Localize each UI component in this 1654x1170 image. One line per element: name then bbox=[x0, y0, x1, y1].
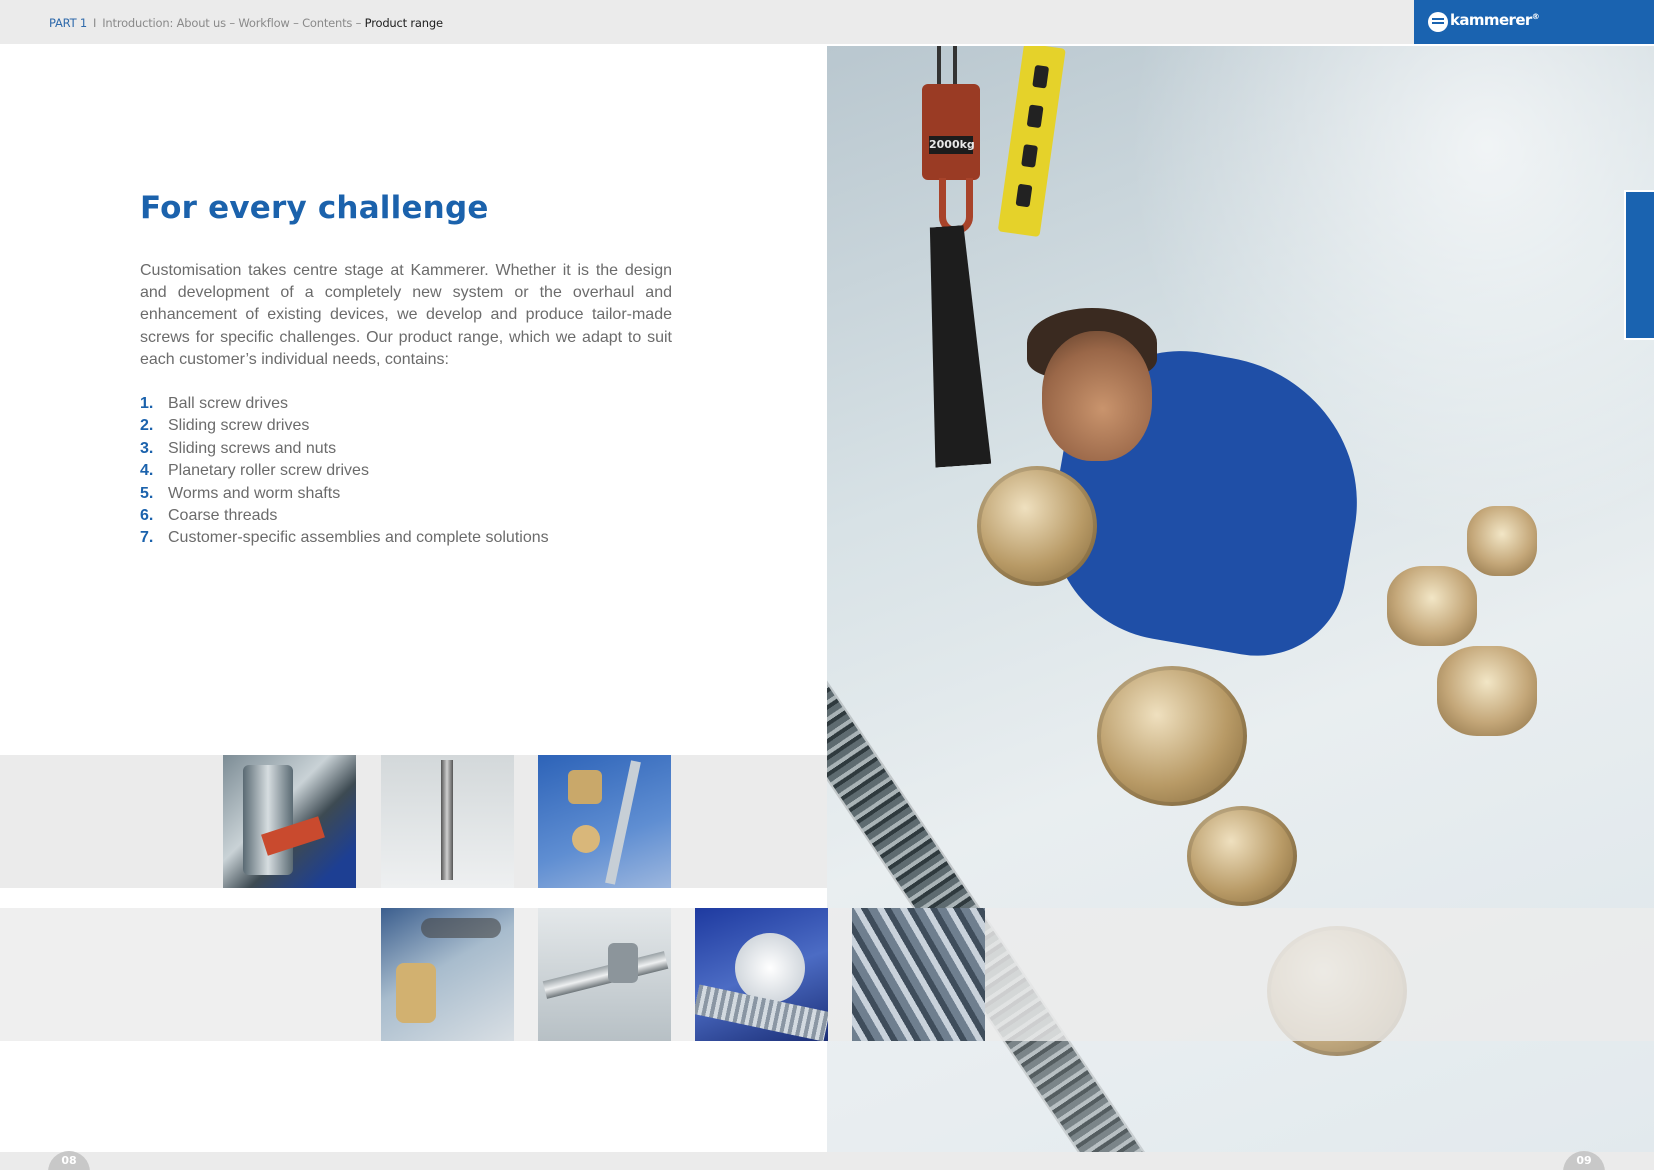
product-list bbox=[140, 393, 549, 550]
list-number: 1. bbox=[140, 395, 154, 412]
thumbnail-planetary-roller-screw-drives[interactable] bbox=[381, 908, 514, 1041]
thumbnail-customer-specific-assemblies[interactable] bbox=[852, 908, 985, 1041]
list-item bbox=[140, 505, 549, 527]
breadcrumb-current: Product range bbox=[364, 16, 443, 30]
crane-scale bbox=[922, 84, 980, 180]
list-number: 4. bbox=[140, 462, 154, 480]
footer-bar bbox=[0, 1152, 1654, 1170]
list-label: Ball screw drives bbox=[168, 395, 289, 412]
list-item bbox=[140, 393, 549, 415]
list-label: Planetary roller screw drives bbox=[168, 462, 369, 480]
scale-display: 2000kg bbox=[929, 136, 973, 154]
screw-nut bbox=[1187, 806, 1297, 906]
page-title: For every challenge bbox=[140, 190, 489, 226]
page-number-left: 08 bbox=[48, 1151, 90, 1170]
thumbnail-worms-and-worm-shafts[interactable] bbox=[538, 908, 671, 1041]
breadcrumb-trail[interactable]: Introduction: About us – Workflow – Contents – bbox=[102, 16, 362, 30]
thumbnail-sliding-screw-drives[interactable] bbox=[381, 755, 514, 888]
list-number: 2. bbox=[140, 417, 154, 435]
list-item bbox=[140, 415, 549, 437]
thumbnail-sliding-screws-and-nuts[interactable] bbox=[538, 755, 671, 888]
list-number: 5. bbox=[140, 484, 154, 502]
list-label: Customer-specific assemblies and complete solutions bbox=[168, 529, 549, 547]
brand-logo[interactable] bbox=[1414, 0, 1654, 44]
list-item bbox=[140, 460, 549, 482]
list-label: Sliding screws and nuts bbox=[168, 439, 337, 457]
chapter-tab[interactable] bbox=[1624, 190, 1654, 340]
screw-nut bbox=[977, 466, 1097, 586]
breadcrumb-separator: I bbox=[93, 16, 97, 30]
crane-chain bbox=[937, 46, 957, 86]
intro-paragraph: Customisation takes centre stage at Kammerer. Whether it is the design and development of a completely new system or the overhaul and enhancement of existing devices, we develop and produce tailor-made screws for specific challenges. Our product range, which we adapt to suit each customer’s individual needs, contains: bbox=[140, 262, 672, 368]
brand-name: kammerer bbox=[1450, 11, 1532, 29]
list-number: 7. bbox=[140, 529, 154, 547]
worker-head bbox=[1042, 331, 1152, 461]
kammerer-logo-icon bbox=[1428, 12, 1448, 32]
list-label: Worms and worm shafts bbox=[168, 484, 341, 502]
list-number: 3. bbox=[140, 439, 154, 457]
list-label: Sliding screw drives bbox=[168, 417, 310, 435]
thumbnail-coarse-threads[interactable] bbox=[695, 908, 828, 1041]
crane-pendant-control bbox=[998, 46, 1066, 237]
page-number-right: 09 bbox=[1563, 1151, 1605, 1170]
list-item bbox=[140, 438, 549, 460]
list-number: 6. bbox=[140, 507, 154, 525]
breadcrumb bbox=[49, 16, 443, 30]
list-item bbox=[140, 527, 549, 549]
bronze-bushing bbox=[1437, 646, 1537, 736]
list-item bbox=[140, 483, 549, 505]
lifting-strap bbox=[919, 224, 992, 467]
screw-nut bbox=[1097, 666, 1247, 806]
header-bar bbox=[0, 0, 1654, 44]
brand-registered-mark: ® bbox=[1531, 12, 1540, 21]
list-label: Coarse threads bbox=[168, 507, 278, 525]
crane-hook-icon bbox=[939, 178, 973, 234]
bronze-bushing bbox=[1467, 506, 1537, 576]
thumbnail-ball-screw-drives[interactable] bbox=[223, 755, 356, 888]
part-label[interactable]: PART 1 bbox=[49, 16, 88, 30]
bronze-bushing bbox=[1387, 566, 1477, 646]
